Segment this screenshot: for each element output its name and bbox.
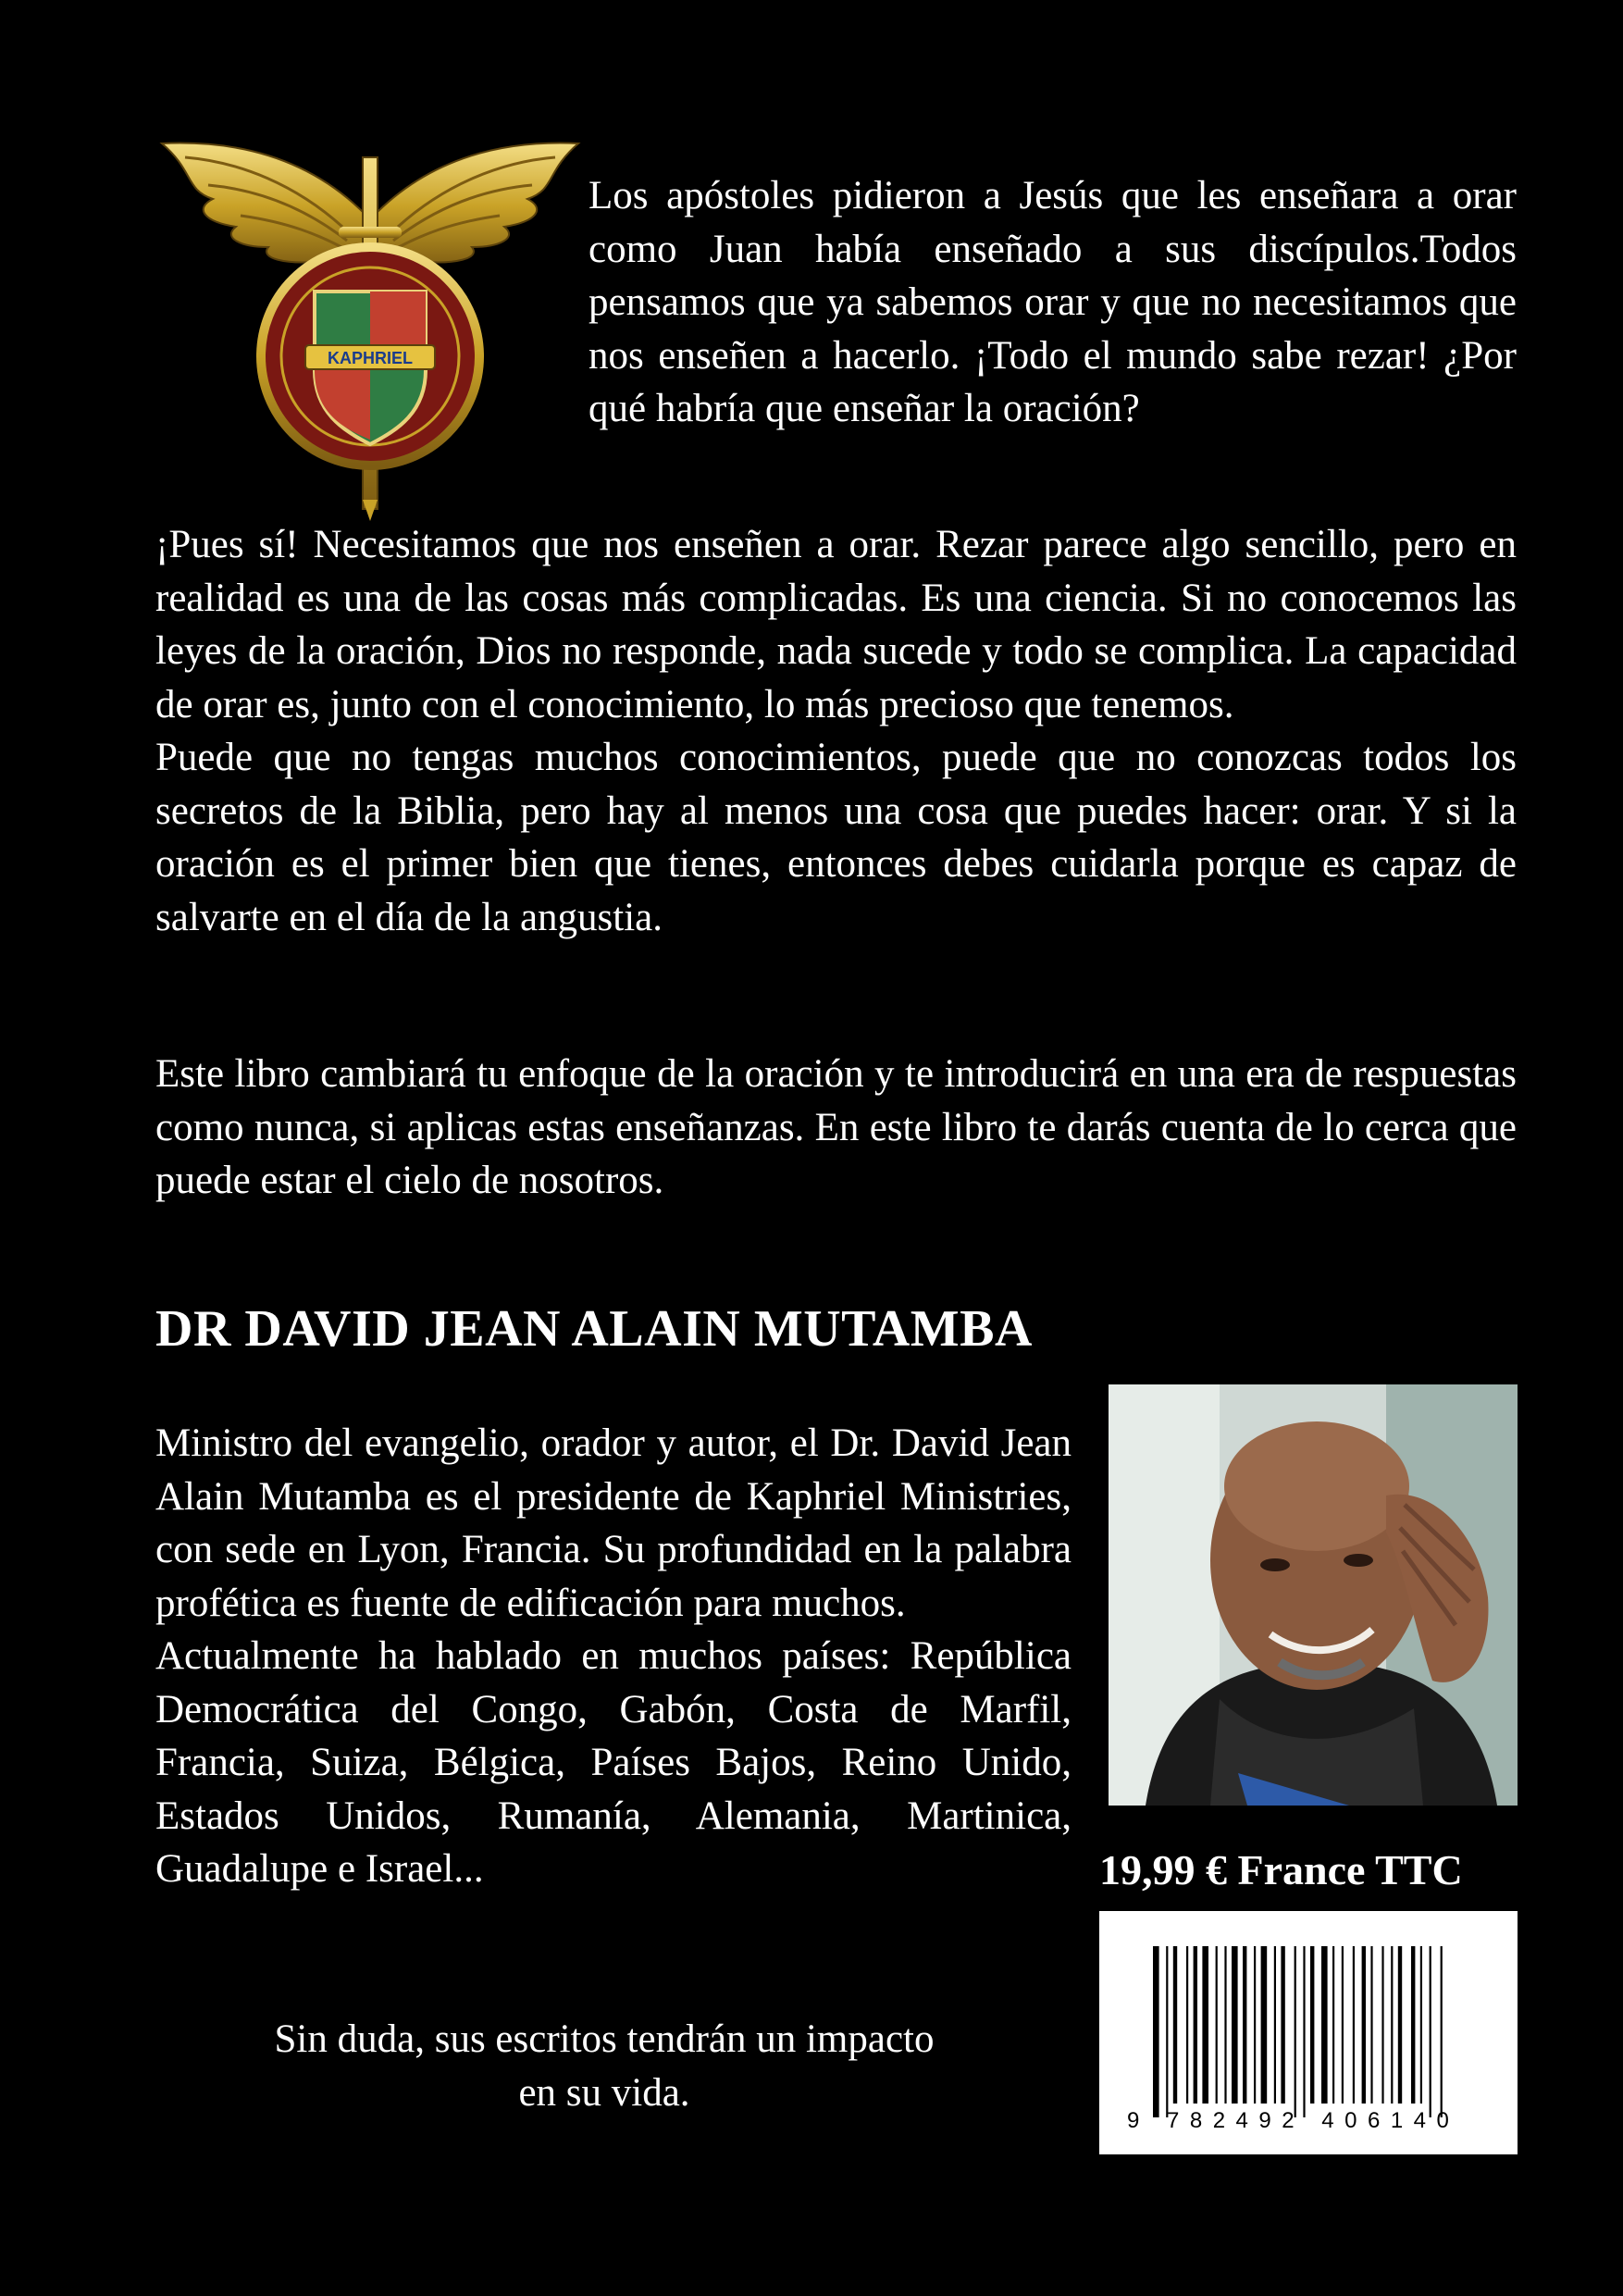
barcode-bar — [1353, 1946, 1355, 2104]
barcode-bar — [1186, 1946, 1188, 2104]
barcode-bar — [1420, 1946, 1422, 2104]
barcode-bar — [1411, 1946, 1415, 2104]
author-portrait-photo — [1109, 1384, 1518, 1806]
barcode-bar — [1391, 1946, 1393, 2104]
author-bio — [155, 1417, 1072, 1896]
kaphriel-emblem — [157, 134, 583, 523]
barcode-bar — [1398, 1946, 1402, 2104]
barcode-bar — [1342, 1946, 1344, 2104]
barcode-bar — [1281, 1946, 1284, 2104]
barcode-bar — [1381, 1946, 1383, 2104]
barcode-bar — [1430, 1946, 1431, 2117]
barcode-bar — [1310, 1946, 1314, 2104]
barcode — [1099, 1911, 1518, 2154]
author-photo — [1109, 1384, 1518, 1806]
barcode-bar — [1232, 1946, 1238, 2104]
closing-line: Sin duda, sus escritos tendrán un impacto — [274, 2017, 935, 2061]
barcode-bar — [1441, 1946, 1443, 2117]
barcode-bar — [1332, 1946, 1334, 2104]
body-section — [155, 518, 1517, 944]
barcode-bar — [1166, 1946, 1168, 2117]
barcode-bar — [1303, 1946, 1305, 2117]
author-name: DR DAVID JEAN ALAIN MUTAMBA — [155, 1300, 1033, 1358]
svg-text:KAPHRIEL: KAPHRIEL — [327, 349, 414, 367]
barcode-digits: 9 782492 406140 — [1127, 2108, 1460, 2133]
barcode-bar — [1216, 1946, 1218, 2104]
closing-line: en su vida. — [518, 2071, 690, 2115]
barcode-bar — [1153, 1946, 1159, 2117]
barcode-bar — [1261, 1946, 1268, 2104]
barcode-bar — [1194, 1946, 1197, 2104]
bio-paragraph: Actualmente ha hablado en muchos países: República Democrática del Congo, Gabón, Costa de Marfil, Francia, Suiza, Bélgica, Países Bajos, Reino Unido, Estados Unidos, Rumanía, Alemania, Martinica, Guadalupe e Israel... — [155, 1634, 1072, 1891]
barcode-bar — [1321, 1946, 1328, 2104]
body-paragraph: ¡Pues sí! Necesitamos que nos enseñen a orar. Rezar parece algo sencillo, pero en realidad es una de las cosas más complicadas. Es una ciencia. Si no conocemos las leyes de la oración, Dios no responde, nada sucede y todo se complica. La capacidad de orar es, junto con el conocimiento, lo más precioso que tenemos. — [155, 523, 1517, 726]
barcode-bar — [1295, 1946, 1296, 2117]
barcode-bar — [1362, 1946, 1366, 2104]
barcode-bar — [1243, 1946, 1246, 2104]
barcode-bar — [1370, 1946, 1372, 2104]
intro-paragraph: Los apóstoles pidieron a Jesús que les enseñara a orar como Juan había enseñado a sus discípulos.Todos pensamos que ya sabemos orar y que no necesitamos que nos enseñen a hacerlo. ¡Todo el mundo sabe rezar! ¿Por qué habría que enseñar la oración? — [588, 174, 1517, 430]
body-paragraph: Puede que no tengas muchos conocimientos, puede que no conozcas todos los secretos de la Biblia, pero hay al menos una cosa que puedes hacer: orar. Y si la oración es el primer bien que tienes, entonces debes cuidarla porque es capaz de salvarte en el día de la angustia. — [155, 736, 1517, 939]
bio-paragraph: Ministro del evangelio, orador y autor, el Dr. David Jean Alain Mutamba es el presidente de Kaphriel Ministries, con sede en Lyon, Francia. Su profundidad en la palabra profética es fuente de edificación para muchos. — [155, 1421, 1072, 1625]
barcode-bar — [1224, 1946, 1226, 2104]
barcode-bar — [1274, 1946, 1276, 2104]
barcode-bar — [1202, 1946, 1208, 2104]
book-summary-paragraph: Este libro cambiará tu enfoque de la oración y te introducirá en una era de respuestas como nunca, si aplicas estas enseñanzas. En este libro te darás cuenta de lo cerca que puede estar el cielo de nosotros. — [155, 1052, 1517, 1202]
winged-sword-shield-crest-icon — [157, 134, 583, 523]
barcode-bar — [1254, 1946, 1256, 2104]
price-label: 19,99 € France TTC — [1099, 1846, 1463, 1893]
closing-statement — [155, 2013, 1053, 2120]
barcode-bar — [1173, 1946, 1177, 2104]
